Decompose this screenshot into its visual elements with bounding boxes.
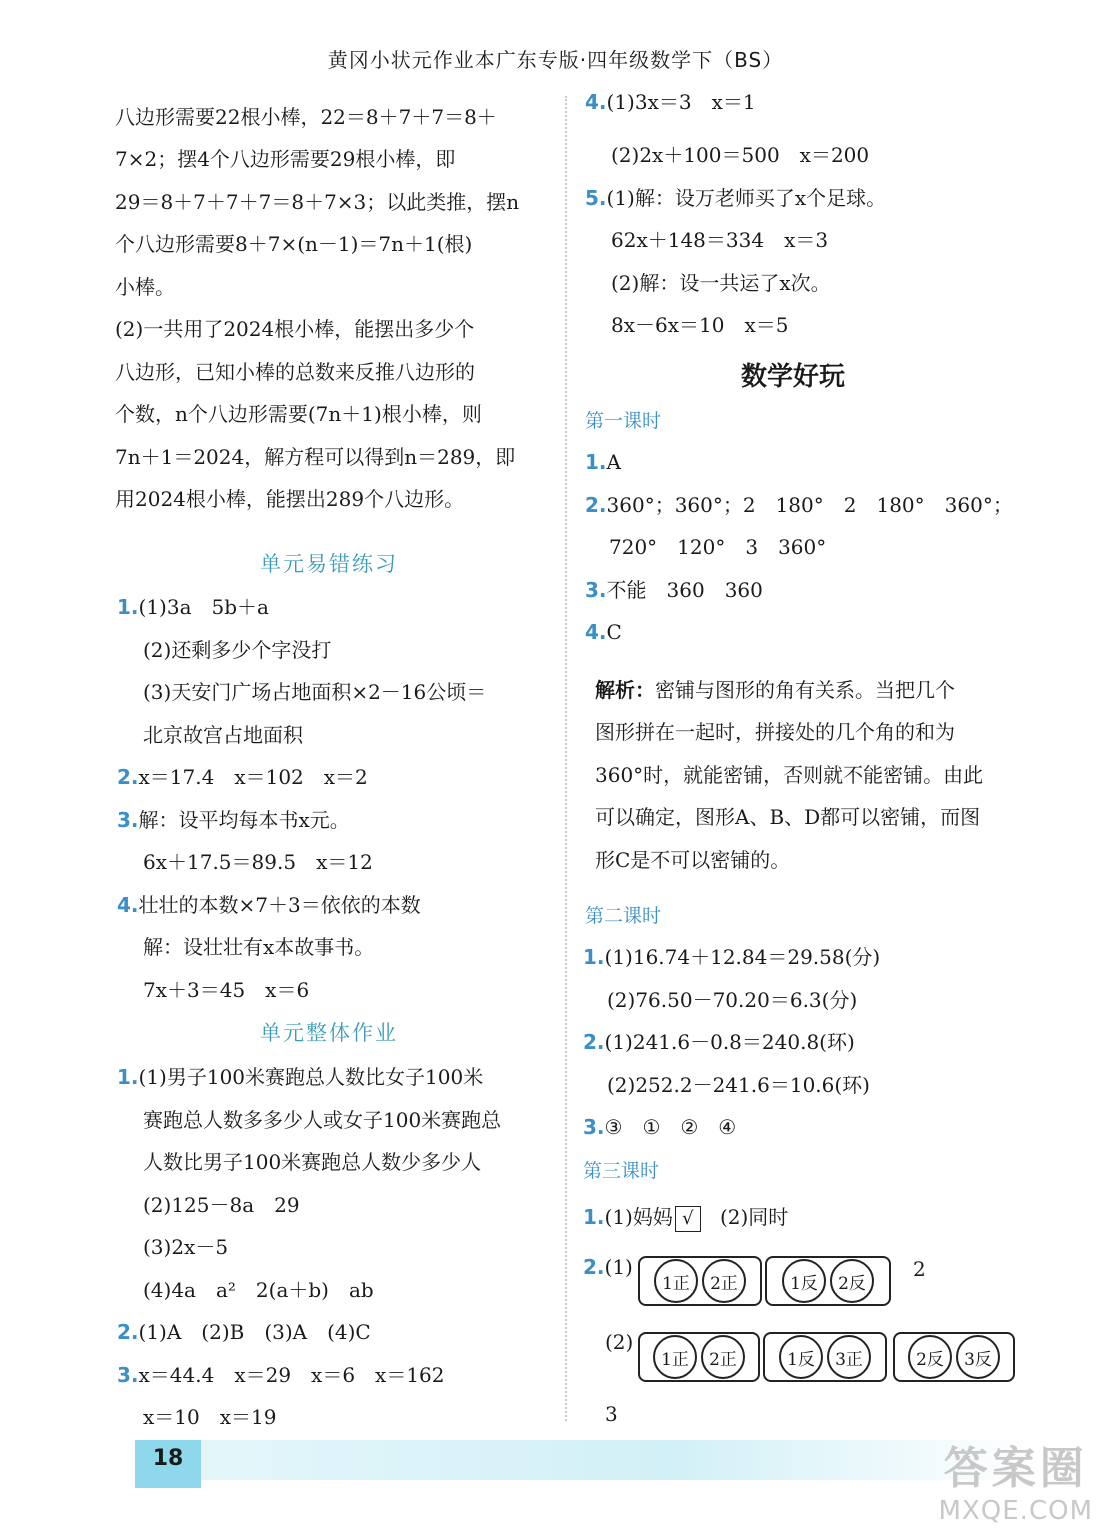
coin-card <box>765 1256 891 1306</box>
check-box-icon: √ <box>675 1206 701 1232</box>
question-number: 2. <box>583 1030 605 1054</box>
answer-text: 360°；360°；2 180° 2 180° 360°； <box>606 493 1013 517</box>
answer-line: (2)还剩多少个字没打 <box>143 638 332 662</box>
answer-line <box>585 448 621 476</box>
answer-line <box>585 491 1013 519</box>
analysis-text: 密铺与图形的角有关系。当把几个 <box>655 678 955 702</box>
answer-line <box>117 763 368 791</box>
text-line: 个数，n个八边形需要(7n＋1)根小棒，则 <box>115 402 482 426</box>
question-number: 1. <box>117 1065 139 1089</box>
coin: 2反 <box>830 1259 874 1303</box>
answer-line: 7x＋3＝45 x＝6 <box>143 978 310 1002</box>
text-line: 7×2；摆4个八边形需要29根小棒，即 <box>115 147 456 171</box>
coin: 1正 <box>654 1259 698 1303</box>
answer-text: 不能 360 360 <box>606 578 763 602</box>
analysis-line: 形C是不可以密铺的。 <box>595 848 791 872</box>
coin: 2反 <box>908 1335 952 1379</box>
answer-line <box>583 943 880 971</box>
answer-line: (3)2x－5 <box>143 1235 229 1259</box>
question-number: 3. <box>583 1115 605 1139</box>
coin: 1反 <box>779 1335 823 1379</box>
answer-text: (2)同时 <box>719 1205 789 1229</box>
watermark <box>939 1432 1093 1526</box>
answer-text: x＝17.4 x＝102 x＝2 <box>138 765 368 789</box>
answer-text: (1)3x＝3 x＝1 <box>606 90 756 114</box>
card-answer: 2 <box>913 1257 926 1281</box>
answer-text: x＝44.4 x＝29 x＝6 x＝162 <box>138 1363 445 1387</box>
section-title: 数学好玩 <box>741 362 846 392</box>
answer-text: ③ ① ② ④ <box>604 1115 737 1139</box>
question-number: 2. <box>117 1320 139 1344</box>
section-title: 单元整体作业 <box>260 1021 398 1045</box>
page-header: 黄冈小状元作业本广东专版·四年级数学下（BS） <box>327 48 784 72</box>
section-title: 单元易错练习 <box>260 552 398 576</box>
answer-line <box>583 1253 633 1281</box>
lesson-heading: 第二课时 <box>585 905 662 927</box>
sub-part: (2) <box>605 1330 634 1354</box>
answer-line: x＝10 x＝19 <box>143 1405 277 1429</box>
question-number: 3. <box>117 1363 139 1387</box>
page-number: 18 <box>135 1440 201 1488</box>
sub-part: (1) <box>604 1255 633 1279</box>
coin: 2正 <box>702 1259 746 1303</box>
coin: 1反 <box>782 1259 826 1303</box>
answer-line <box>583 1028 855 1056</box>
answer-line: (2)76.50－70.20＝6.3(分) <box>607 988 858 1012</box>
answer-line <box>585 618 622 646</box>
answer-line: (2)2x＋100＝500 x＝200 <box>611 143 870 167</box>
text-line: 八边形需要22根小棒，22＝8＋7＋7＝8＋ <box>115 105 497 129</box>
lesson-heading: 第三课时 <box>583 1160 660 1182</box>
coin-card <box>638 1256 762 1306</box>
question-number: 3. <box>117 808 139 832</box>
column-divider <box>565 96 567 1421</box>
answer-line: 人数比男子100米赛跑总人数少多少人 <box>143 1150 482 1174</box>
analysis-line: 可以确定，图形A、B、D都可以密铺，而图 <box>595 805 981 829</box>
question-number: 3. <box>585 578 607 602</box>
question-number: 1. <box>583 1205 605 1229</box>
answer-line: (2)125－8a 29 <box>143 1193 300 1217</box>
text-line: 个八边形需要8＋7×(n－1)＝7n＋1(根) <box>115 232 473 256</box>
analysis-line: 360°时，就能密铺，否则就不能密铺。由此 <box>595 763 984 787</box>
answer-text: A <box>606 450 621 474</box>
coin-card <box>763 1332 887 1382</box>
footer-bar <box>135 1440 1035 1480</box>
answer-line <box>117 1063 483 1091</box>
question-number: 5. <box>585 186 607 210</box>
text-line: 29＝8＋7＋7＋7＝8＋7×3；以此类推，摆n <box>115 190 520 214</box>
answer-line <box>117 891 421 919</box>
answer-text: (1)男子100米赛跑总人数比女子100米 <box>138 1065 484 1089</box>
question-number: 1. <box>117 595 139 619</box>
answer-text: (1)A (2)B (3)A (4)C <box>138 1320 371 1344</box>
question-number: 4. <box>117 893 139 917</box>
text-line: 小棒。 <box>115 275 175 299</box>
answer-line: 北京故宫占地面积 <box>143 723 303 747</box>
answer-line: (2)解：设一共运了x次。 <box>611 271 831 295</box>
answer-line: 62x＋148＝334 x＝3 <box>611 228 829 252</box>
question-number: 2. <box>583 1255 605 1279</box>
question-number: 1. <box>585 450 607 474</box>
coin: 1正 <box>653 1335 697 1379</box>
analysis-line <box>595 676 955 704</box>
question-number: 4. <box>585 90 607 114</box>
answer-text: (1)16.74＋12.84＝29.58(分) <box>604 945 881 969</box>
answer-line <box>117 806 350 834</box>
answer-text: (1)妈妈 <box>604 1205 673 1229</box>
watermark-url: MXQE.COM <box>938 1496 1093 1526</box>
answer-line: (2)252.2－241.6＝10.6(环) <box>607 1073 870 1097</box>
answer-line: 720° 120° 3 360° <box>609 535 827 559</box>
question-number: 2. <box>117 765 139 789</box>
answer-line: (3)天安门广场占地面积×2－16公顷＝ <box>143 680 487 704</box>
text-line: 用2024根小棒，能摆出289个八边形。 <box>115 487 465 511</box>
answer-line <box>583 1203 788 1232</box>
answer-line <box>117 593 269 621</box>
text-line: 八边形，已知小棒的总数来反推八边形的 <box>115 360 475 384</box>
question-number: 2. <box>585 493 607 517</box>
lesson-heading: 第一课时 <box>585 410 662 432</box>
answer-text: 壮壮的本数×7＋3＝依依的本数 <box>138 893 421 917</box>
coin: 3正 <box>827 1335 871 1379</box>
analysis-line: 图形拼在一起时，拼接处的几个角的和为 <box>595 720 955 744</box>
answer-text: C <box>606 620 622 644</box>
answer-text: 解：设平均每本书x元。 <box>138 808 350 832</box>
coin: 3反 <box>956 1335 1000 1379</box>
answer-line: (4)4a a² 2(a＋b) ab <box>143 1278 374 1302</box>
answer-text: (1)241.6－0.8＝240.8(环) <box>604 1030 855 1054</box>
answer-line: 解：设壮壮有x本故事书。 <box>143 935 375 959</box>
answer-line <box>585 576 763 604</box>
watermark-logo: 答案圈 <box>943 1443 1088 1494</box>
answer-line <box>117 1361 445 1389</box>
text-line: 7n＋1＝2024，解方程可以得到n＝289，即 <box>115 445 516 469</box>
coin: 2正 <box>701 1335 745 1379</box>
answer-line <box>585 184 886 212</box>
answer-line: 赛跑总人数多多少人或女子100米赛跑总 <box>143 1108 502 1132</box>
answer-line <box>117 1318 371 1346</box>
card-answer: 3 <box>605 1402 618 1426</box>
answer-line: 8x－6x＝10 x＝5 <box>611 313 789 337</box>
question-number: 4. <box>585 620 607 644</box>
text-line: (2)一共用了2024根小棒，能摆出多少个 <box>115 317 475 341</box>
question-number: 1. <box>583 945 605 969</box>
coin-card <box>893 1332 1015 1382</box>
answer-text: (1)3a 5b＋a <box>138 595 269 619</box>
answer-line: 6x＋17.5＝89.5 x＝12 <box>143 850 373 874</box>
answer-line <box>583 1113 736 1141</box>
analysis-label: 解析： <box>595 678 655 702</box>
answer-text: (1)解：设万老师买了x个足球。 <box>606 186 887 210</box>
coin-card <box>638 1332 760 1382</box>
answer-line <box>585 88 756 116</box>
